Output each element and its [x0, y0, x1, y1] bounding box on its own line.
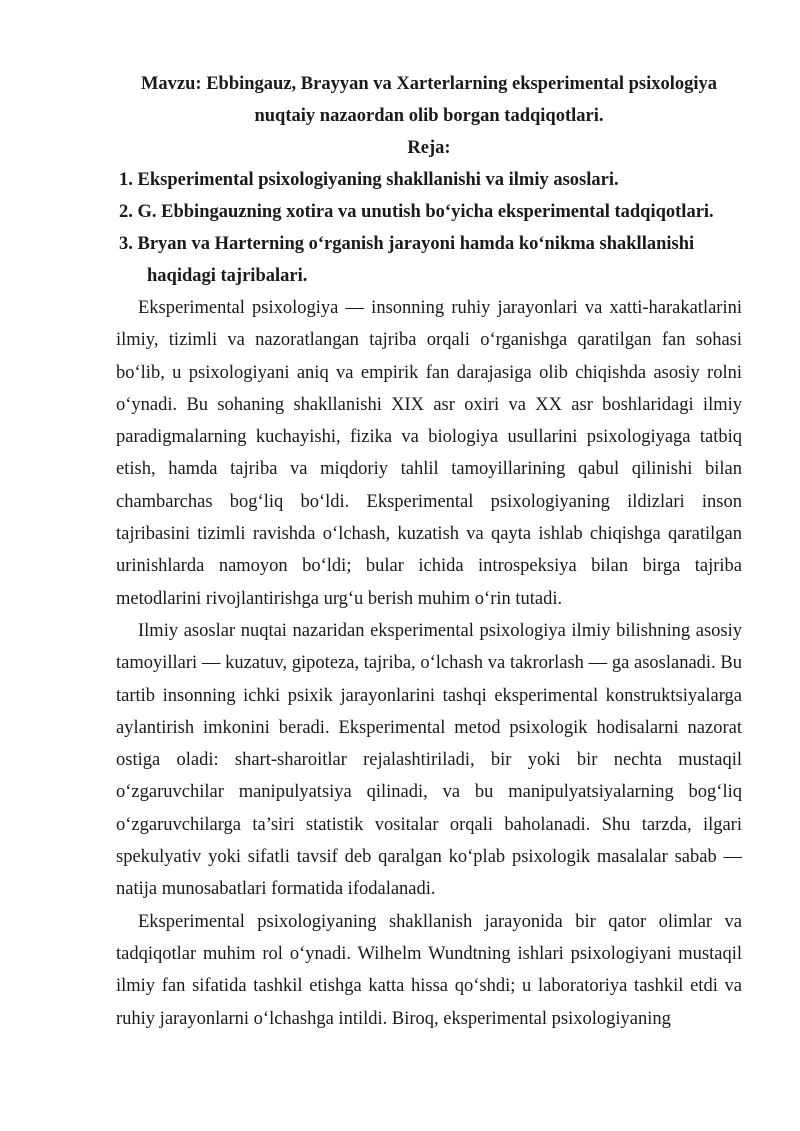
title-line-2: nuqtaiy nazaordan olib borgan tadqiqotlari. [254, 106, 604, 126]
plan-item [116, 228, 742, 292]
plan-item-text: 3. Bryan va Harterning o‘rganish jarayoni hamda ko‘nikma shakllanishi [119, 234, 695, 254]
title-line-1: Mavzu: Ebbingauz, Brayyan va Xarterlarning eksperimental psixologiya [140, 74, 718, 94]
plan-item-text: 1. Eksperimental psixologiyaning shakllanishi va ilmiy asoslari. [119, 170, 619, 190]
plan-item-continuation: haqidagi tajribalari. [147, 266, 308, 286]
body-paragraph: Eksperimental psixologiyaning shakllanish jarayonida bir qator olimlar va tadqiqotlar muhim rol o‘ynadi. Wilhelm Wundtning ishlari psixologiyani mustaqil ilmiy fan sifatida tashkil etishga katta hissa qo‘shdi; u laboratoriya tashkil etdi va ruhiy jarayonlarni o‘lchashga intildi. Biroq, eksperimental psixologiyaning [116, 911, 742, 1029]
plan-list [116, 164, 742, 292]
plan-item-text: 2. G. Ebbingauzning xotira va unutish bo‘yicha eksperimental tadqiqotlari. [119, 202, 714, 222]
plan-item [116, 164, 742, 196]
document-title [116, 68, 742, 132]
plan-item [116, 196, 742, 228]
body-paragraph: Ilmiy asoslar nuqtai nazaridan eksperimental psixologiya ilmiy bilishning asosiy tamoyillari — kuzatuv, gipoteza, tajriba, o‘lchash va takrorlash — ga asoslanadi. Bu tartib insonning ichki psixik jarayonlarini tashqi eksperimental konstruktsiyalarga aylantirish imkonini beradi. Eksperimental metod psixologik hodisalarni nazorat ostiga oladi: shart-sharoitlar rejalashtiriladi, bir yoki bir nechta mustaqil o‘zgaruvchilar manipulyatsiya qilinadi, va bu manipulyatsiyalarning bog‘liq o‘zgaruvchilarga ta’siri statistik vositalar orqali baholanadi. Shu tarzda, ilgari spekulyativ yoki sifatli tavsif deb qaralgan ko‘plab psixologik masalalar sabab — natija munosabatlari formatida ifodalanadi. [116, 620, 742, 900]
body-paragraph: Eksperimental psixologiya — insonning ruhiy jarayonlari va xatti-harakatlarini ilmiy, tizimli va nazoratlangan tajriba orqali o‘rganishga qaratilgan fan sohasi bo‘lib, u psixologiyani aniq va empirik fan darajasiga olib chiqishda asosiy rolni o‘ynadi. Bu sohaning shakllanishi XIX asr oxiri va XX asr boshlaridagi ilmiy paradigmalarning kuchayishi, fizika va biologiya usullarini psixologiyaga tatbiq etish, hamda tajriba va miqdoriy tahlil tamoyillarining qabul qilinishi bilan chambarchas bog‘liq bo‘ldi. Eksperimental psixologiyaning ildizlari inson tajribasini tizimli ravishda o‘lchash, kuzatish va qayta ishlab chiqishga qaratilgan urinishlarda namoyon bo‘ldi; bular ichida introspeksiya bilan birga tajriba metodlarini rivojlantirishga urg‘u berish muhim o‘rin tutadi. [116, 298, 742, 609]
plan-heading: Reja: [407, 138, 451, 158]
